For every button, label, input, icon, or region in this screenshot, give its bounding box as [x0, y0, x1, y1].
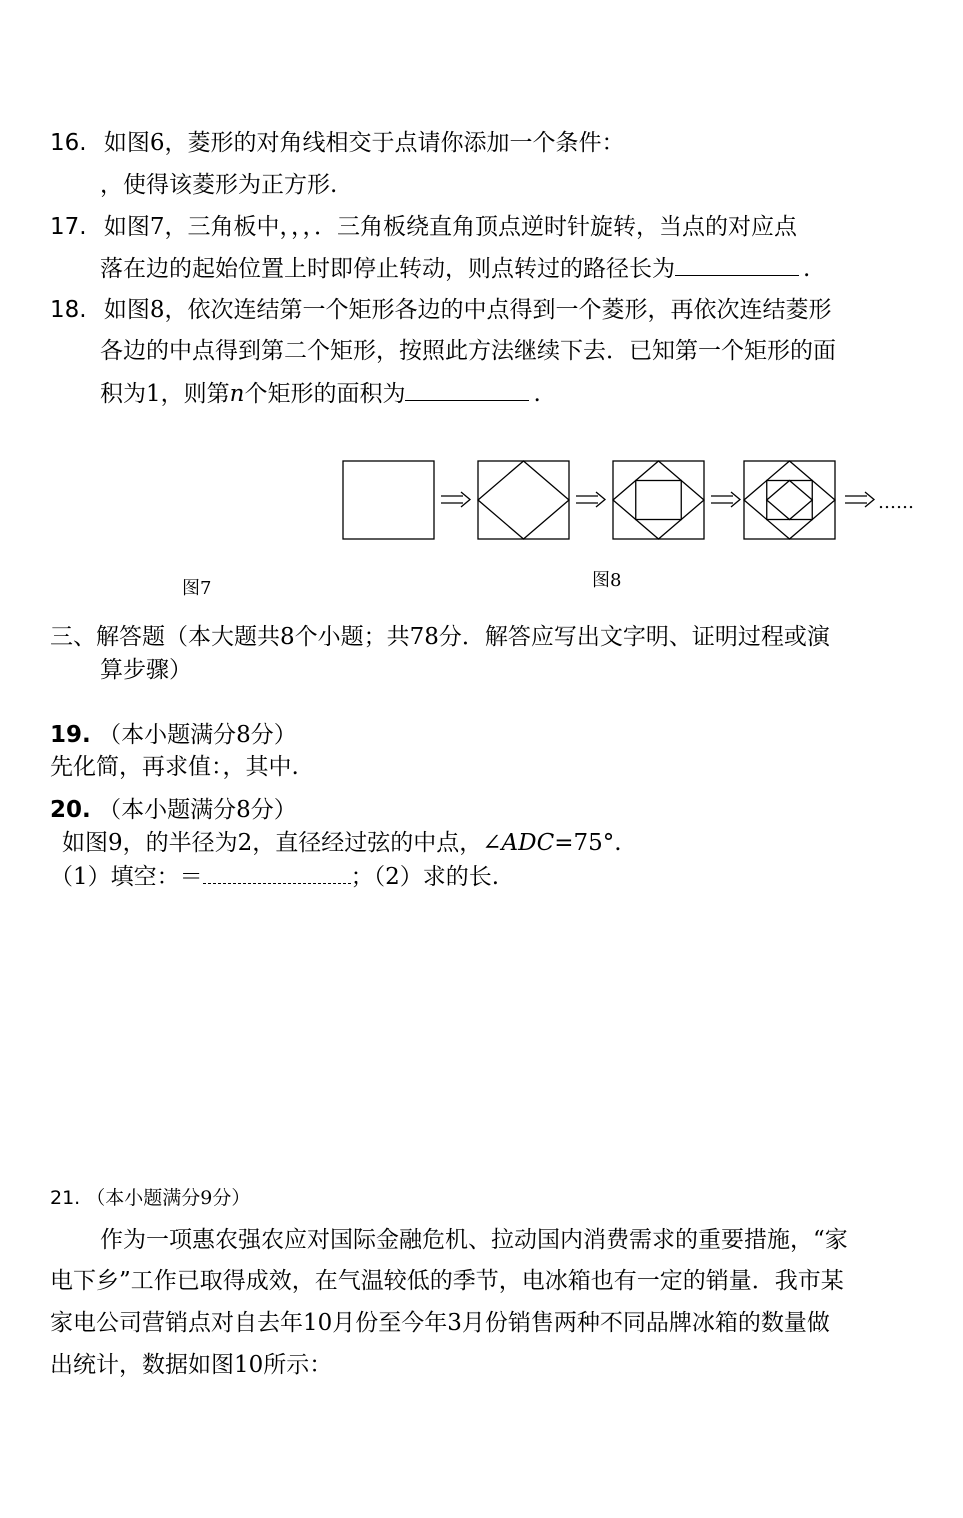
fig8-rhombus-3 [613, 461, 704, 539]
q18-text: 如图8，依次连结第一个矩形各边的中点得到一个菱形，再依次连结菱形 [103, 297, 832, 323]
q18-text-3b: 个矩形的面积为 [244, 381, 406, 407]
q18-period: . [533, 381, 541, 407]
q20-subquestions [50, 861, 499, 892]
q16-text-2: ，使得该菱形为正方形. [100, 172, 338, 198]
q21-line3: 家电公司营销点对自去年10月份至今年3月份销售两种不同品牌冰箱的数量做 [50, 1310, 830, 1336]
q20-sub2: ；（2）求的长. [350, 864, 500, 890]
q19-number: 19. [50, 722, 91, 748]
q20-number: 20. [50, 797, 91, 823]
q18-text-2: 各边的中点得到第二个矩形，按照此方法继续下去．已知第一个矩形的面 [100, 338, 836, 364]
q20-text-a: 如图9，的半径为2，直径经过弦的中点，∠ [62, 830, 502, 856]
q18-number: 18. [50, 297, 87, 323]
q21-line1: 作为一项惠农强农应对国际金融危机、拉动国内消费需求的重要措施，“家 [100, 1227, 848, 1253]
fig8-rect-4 [744, 461, 835, 539]
q18-text-3a: 积为1，则第 [100, 381, 230, 407]
q21-head [50, 1183, 250, 1213]
q20-head [50, 795, 297, 825]
q21-line2: 电下乡”工作已取得成效，在气温较低的季节，电冰箱也有一定的销量．我市某 [50, 1268, 844, 1294]
fig8-inner-rhombus-4 [767, 481, 813, 520]
q16-number: 16. [50, 130, 87, 156]
fig8-rect-2 [478, 461, 569, 539]
q19-body: 先化简，再求值：，其中. [50, 754, 299, 780]
q20-body [62, 828, 622, 858]
section3-heading-line1: 三、解答题（本大题共8个小题；共78分．解答应写出文字明、证明过程或演 [50, 624, 830, 650]
fig8-rect-1 [343, 461, 434, 539]
q19-head [50, 720, 297, 750]
fig8-arrow-2 [576, 492, 605, 507]
q20-answer-blank[interactable] [203, 861, 351, 884]
q20-text-b: =75°. [554, 830, 622, 856]
fig7-label: 图7 [182, 578, 212, 599]
fig8-arrow-4 [845, 492, 874, 507]
q18-variable-n: n [229, 381, 245, 407]
figure-8-diagram [0, 0, 963, 620]
fig8-rhombus-4 [744, 461, 835, 539]
q21-line4: 出统计，数据如图10所示： [50, 1352, 333, 1378]
q20-variable-adc: ADC [501, 830, 555, 856]
fig8-rhombus-2 [478, 461, 569, 539]
q17-text-2: 落在边的起始位置上时即停止转动，则点转过的路径长为 [100, 256, 675, 282]
section3-heading-line2: 算步骤） [100, 657, 192, 683]
fig8-rect-3 [613, 461, 704, 539]
q21-number: 21. [50, 1187, 81, 1209]
q21-points: （本小题满分9分） [86, 1187, 251, 1209]
q20-points: （本小题满分8分） [98, 797, 297, 823]
fig8-ellipsis: …… [878, 492, 914, 513]
q17-period: . [803, 256, 811, 282]
fig8-arrow-3 [711, 492, 740, 507]
fig8-arrow-1 [441, 492, 470, 507]
q17-number: 17. [50, 214, 87, 240]
fig8-inner-rect-3 [636, 481, 682, 520]
q19-points: （本小题满分8分） [98, 722, 297, 748]
fig8-label: 图8 [592, 570, 622, 591]
fig8-inner-rect-4 [767, 481, 813, 520]
q20-sub1: （1）填空：＝ [50, 864, 203, 890]
q16-text: 如图6，菱形的对角线相交于点请你添加一个条件： [103, 130, 625, 156]
q17-text: 如图7，三角板中，，，．三角板绕直角顶点逆时针旋转，当点的对应点 [103, 214, 798, 240]
